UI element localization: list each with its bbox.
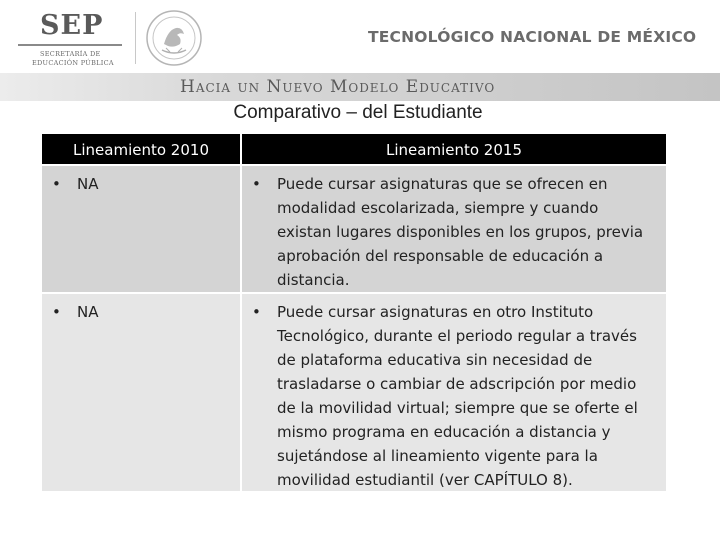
bullet-icon: • [252, 303, 261, 321]
sep-logo [18, 10, 130, 70]
coat-of-arms-seal-icon [142, 8, 206, 68]
bullet-item [252, 172, 656, 292]
cell-text: NA [77, 175, 99, 193]
bullet-item [52, 300, 230, 324]
slide-title: Comparativo – del Estudiante [233, 102, 483, 123]
institution-name: TECNOLÓGICO NACIONAL DE MÉXICO [368, 28, 697, 46]
table-cell-2015 [242, 294, 666, 491]
sep-logo-subtitle-1: SECRETARÍA DE [40, 50, 101, 58]
header-divider [135, 12, 136, 64]
sep-logo-rule [18, 44, 122, 46]
table-cell-2015 [242, 166, 666, 292]
table-cell-2010 [42, 294, 240, 491]
bullet-item [52, 172, 230, 196]
table-header-row [42, 134, 666, 166]
bullet-icon: • [252, 175, 261, 193]
bullet-item [252, 300, 656, 492]
table-row [42, 166, 666, 292]
bullet-icon: • [52, 303, 61, 321]
comparison-table [42, 134, 666, 491]
bullet-icon: • [52, 175, 61, 193]
cell-text: Puede cursar asignaturas que se ofrecen en modalidad escolarizada, siempre y cuando existan lugares disponibles en los grupos, previa aprobación del responsable de educación a distancia. [277, 175, 644, 289]
cell-text: NA [77, 303, 99, 321]
sep-logo-subtitle-2: EDUCACIÓN PÚBLICA [32, 59, 114, 67]
cell-text: Puede cursar asignaturas en otro Instituto Tecnológico, durante el periodo regular a través de plataforma educativa sin necesidad de trasladarse o cambiar de adscripción por medio de la movilidad virtual; siempre que se oferte el mismo programa en educación a distancia y sujetándose al lineamiento vigente para la movilidad estudiantil (ver CAPÍTULO 8). [277, 303, 638, 489]
header [0, 0, 720, 78]
table-row [42, 294, 666, 491]
banner [0, 73, 720, 101]
banner-title: Hacia un Nuevo Modelo Educativo [180, 77, 496, 97]
table-header-2010: Lineamiento 2010 [42, 134, 240, 164]
table-header-2015: Lineamiento 2015 [242, 134, 666, 164]
sep-logo-text: SEP [40, 10, 104, 41]
table-cell-2010 [42, 166, 240, 292]
